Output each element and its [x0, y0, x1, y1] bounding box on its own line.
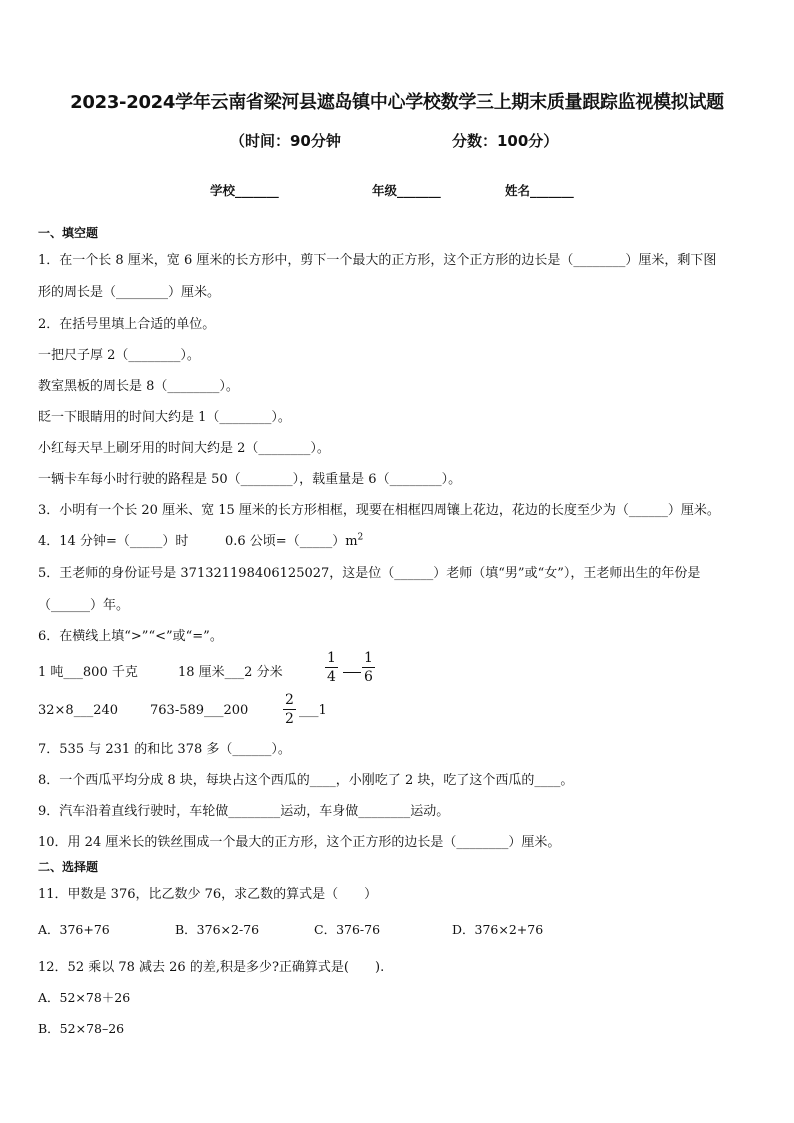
fraction-one-sixth	[362, 649, 375, 686]
school-field[interactable]: 学校_______	[210, 183, 279, 198]
section-heading-choice: 二、选择题	[38, 860, 99, 874]
question-11: 11．甲数是 376，比乙数少 76，求乙数的算式是（ ）	[38, 887, 378, 902]
question-11-option-d[interactable]: D．376×2+76	[452, 922, 544, 937]
name-field[interactable]: 姓名_______	[505, 183, 574, 198]
question-2-d: 小红每天早上刷牙用的时间大约是 2（________）。	[38, 441, 330, 456]
question-11-option-b[interactable]: B．376×2-76	[175, 922, 260, 937]
question-12-option-b[interactable]: B．52×78–26	[38, 1021, 125, 1036]
fraction-two-halves	[283, 691, 296, 728]
section-heading-fill-blank: 一、填空题	[38, 226, 99, 240]
fraction-denominator: 2	[285, 711, 294, 727]
question-11-option-a[interactable]: A．376+76	[38, 922, 110, 937]
compare-blank[interactable]	[343, 672, 361, 673]
question-4-b-text: 0.6 公顷=（_____）m	[225, 534, 358, 549]
question-9: 9．汽车沿着直线行驶时，车轮做________运动，车身做________运动。	[38, 804, 450, 819]
question-4-a: 4．14 分钟=（_____）时	[38, 534, 189, 549]
question-1-line-2: 形的周长是（________）厘米。	[38, 285, 221, 300]
question-12-option-a[interactable]: A．52×78＋26	[38, 990, 131, 1005]
question-6-f: ___1	[299, 703, 327, 718]
question-2-e: 一辆卡车每小时行驶的路程是 50（________），载重量是 6（________）。	[38, 472, 462, 487]
question-6-a: 1 吨___800 千克	[38, 665, 138, 680]
question-6-b: 18 厘米___2 分米	[178, 665, 283, 680]
question-2-b: 教室黑板的周长是 8（________）。	[38, 379, 239, 394]
question-6: 6．在横线上填“>”“<”或“=”。	[38, 629, 223, 644]
question-3: 3．小明有一个长 20 厘米、宽 15 厘米的长方形相框，现要在相框四周镶上花边，花边的长度至少为（______）厘米。	[38, 503, 720, 518]
exam-score: 分数：100分）	[452, 132, 559, 150]
question-2-a: 一把尺子厚 2（________）。	[38, 348, 200, 363]
question-10: 10．用 24 厘米长的铁丝围成一个最大的正方形，这个正方形的边长是（________）厘米。	[38, 835, 561, 850]
question-11-option-c[interactable]: C．376-76	[314, 922, 381, 937]
question-4-b	[225, 530, 363, 549]
question-5-line-2: （______）年。	[38, 598, 130, 613]
square-superscript: 2	[357, 532, 364, 543]
fraction-denominator: 4	[327, 669, 336, 685]
fraction-one-quarter	[325, 649, 338, 686]
question-5-line-1: 5．王老师的身份证号是 371321198406125027，这是位（______）老师（填“男”或“女”），王老师出生的年份是	[38, 566, 701, 581]
fraction-denominator: 6	[364, 669, 373, 685]
grade-field[interactable]: 年级_______	[372, 183, 441, 198]
question-6-e: 763-589___200	[150, 703, 249, 718]
question-1-line-1: 1．在一个长 8 厘米，宽 6 厘米的长方形中，剪下一个最大的正方形，这个正方形的边长是（________）厘米，剩下图	[38, 253, 717, 268]
question-8: 8．一个西瓜平均分成 8 块，每块占这个西瓜的____，小刚吃了 2 块，吃了这个西瓜的____。	[38, 773, 574, 788]
exam-time: （时间：90分钟	[230, 132, 341, 150]
page-title: 2023-2024学年云南省梁河县遮岛镇中心学校数学三上期末质量跟踪监视模拟试题	[70, 92, 724, 113]
question-7: 7．535 与 231 的和比 378 多（______）。	[38, 742, 291, 757]
fraction-numerator: 1	[327, 650, 336, 666]
question-2: 2．在括号里填上合适的单位。	[38, 317, 216, 332]
question-2-c: 眨一下眼睛用的时间大约是 1（________）。	[38, 410, 291, 425]
fraction-numerator: 2	[285, 692, 294, 708]
question-6-d: 32×8___240	[38, 703, 119, 718]
fraction-numerator: 1	[364, 650, 373, 666]
question-12: 12．52 乘以 78 减去 26 的差,积是多少?正确算式是( ).	[38, 960, 385, 975]
